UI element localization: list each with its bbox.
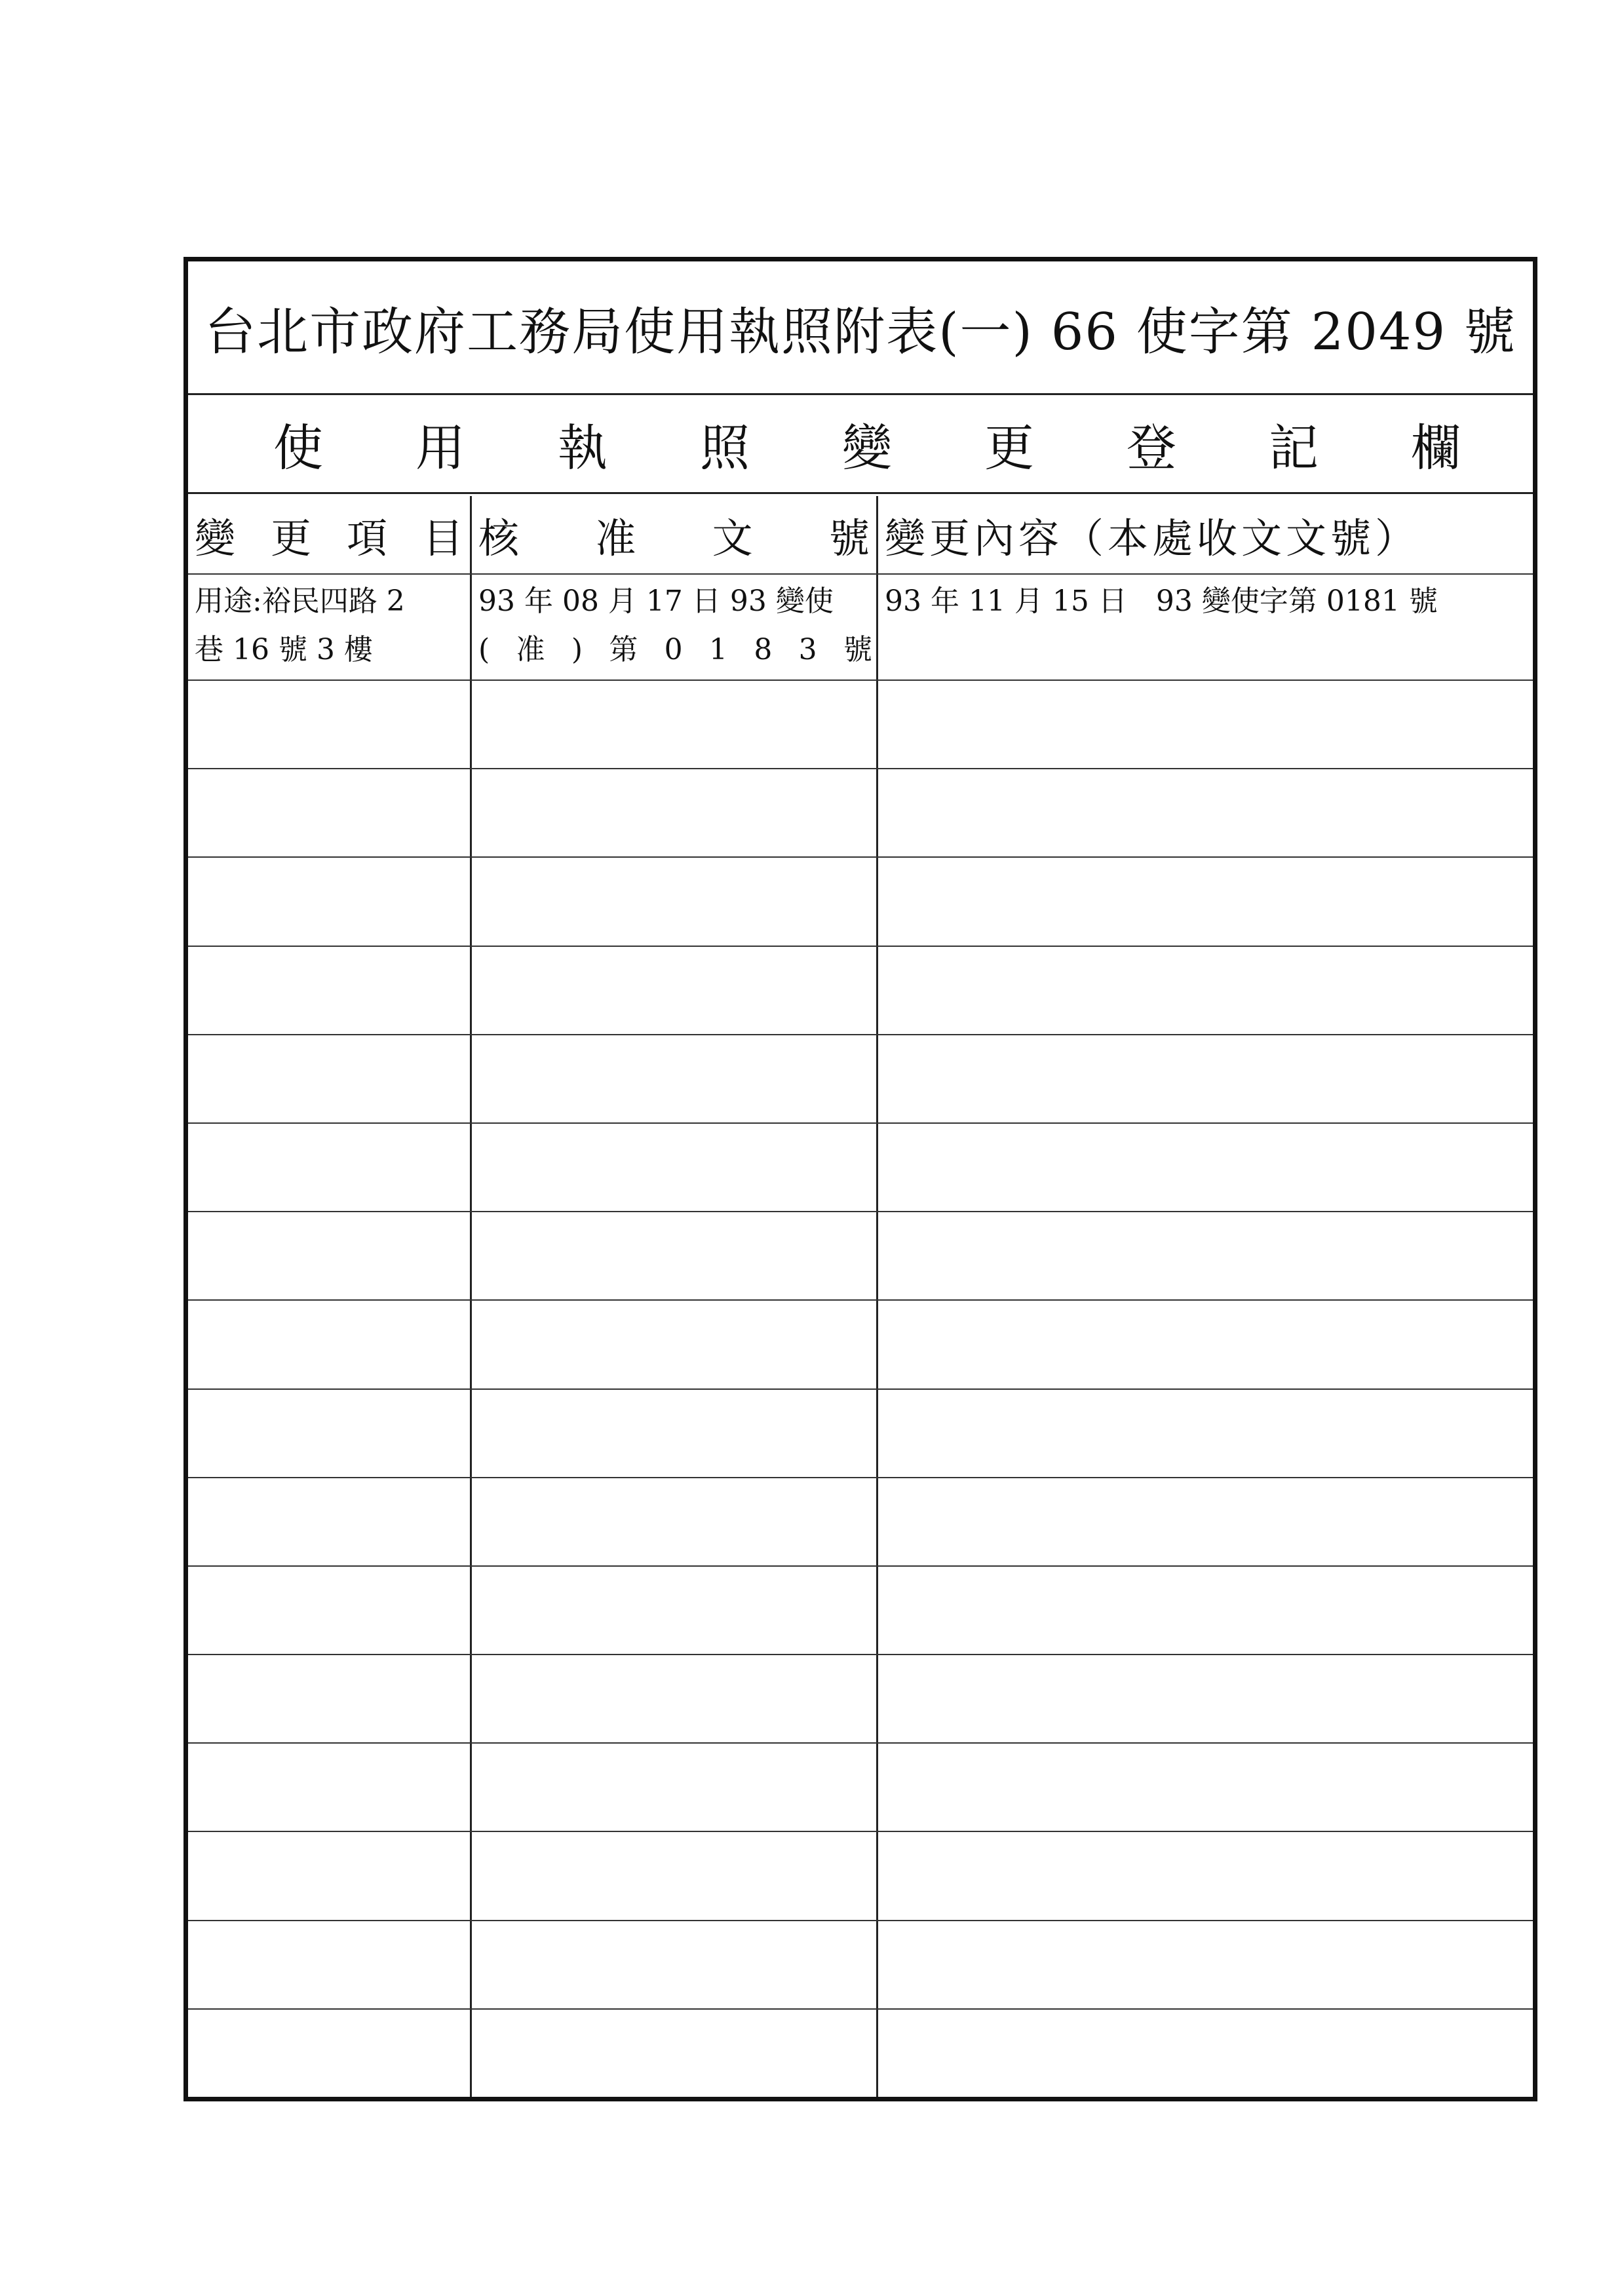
approval-char: 3 bbox=[798, 633, 817, 666]
header-char: 准 bbox=[595, 514, 636, 562]
approval-char: 0 bbox=[664, 633, 683, 666]
subtitle-char: 變 bbox=[842, 418, 892, 477]
header-char: 文 bbox=[712, 514, 753, 562]
entry-item-line: 用途:裕民四路 2 bbox=[195, 584, 405, 618]
column-divider bbox=[876, 496, 878, 2097]
approval-char: 第 bbox=[609, 633, 638, 666]
subtitle-char: 使 bbox=[273, 418, 323, 477]
use-permit-change-form bbox=[183, 257, 1537, 2101]
row-divider bbox=[188, 1920, 1533, 1921]
header-char: 變 bbox=[195, 514, 236, 562]
subtitle-char: 用 bbox=[415, 418, 465, 477]
row-divider bbox=[188, 1122, 1533, 1124]
row-divider bbox=[188, 1742, 1533, 1744]
header-change-item bbox=[188, 496, 470, 573]
header-char: 核 bbox=[478, 514, 520, 562]
approval-char: 1 bbox=[708, 633, 727, 666]
approval-char: 8 bbox=[754, 633, 773, 666]
row-divider bbox=[188, 768, 1533, 769]
header-char: 項 bbox=[346, 514, 387, 562]
entry-approval-number bbox=[472, 575, 876, 679]
form-title-row bbox=[188, 261, 1533, 395]
row-divider bbox=[188, 1211, 1533, 1212]
approval-char: 號 bbox=[843, 633, 872, 666]
entry-content-line: 93 年 11 月 15 日 93 變使字第 0181 號 bbox=[885, 584, 1438, 618]
column-divider bbox=[470, 496, 472, 2097]
subtitle-char: 照 bbox=[700, 418, 750, 477]
approval-char: ) bbox=[571, 633, 583, 666]
row-divider bbox=[188, 1477, 1533, 1478]
header-char: 目 bbox=[422, 514, 463, 562]
form-subtitle-row bbox=[188, 395, 1533, 494]
row-divider bbox=[188, 1831, 1533, 1832]
approval-char: ( bbox=[478, 633, 490, 666]
entry-item-line: 巷 16 號 3 樓 bbox=[195, 633, 373, 666]
row-divider bbox=[188, 946, 1533, 947]
subtitle-char: 執 bbox=[558, 418, 608, 477]
row-divider bbox=[188, 2008, 1533, 2010]
change-records-grid bbox=[188, 496, 1533, 2097]
header-approval-number bbox=[472, 496, 876, 573]
form-title: 台北市政府工務局使用執照附表(一) 66 使字第 2049 號 bbox=[204, 302, 1516, 362]
row-divider bbox=[188, 1034, 1533, 1035]
entry-change-item bbox=[188, 575, 470, 679]
entry-approval-line: 93 年 08 月 17 日 93 變使 bbox=[478, 584, 834, 618]
row-divider bbox=[188, 1388, 1533, 1390]
subtitle-char: 欄 bbox=[1411, 418, 1461, 477]
header-char: 號 bbox=[828, 514, 870, 562]
row-divider bbox=[188, 1299, 1533, 1301]
subtitle-char: 記 bbox=[1269, 418, 1319, 477]
row-divider bbox=[188, 1654, 1533, 1655]
row-divider bbox=[188, 856, 1533, 858]
subtitle-char: 登 bbox=[1127, 418, 1176, 477]
header-content-label: 變更內容（本處收文文號） bbox=[885, 514, 1420, 562]
row-divider bbox=[188, 679, 1533, 681]
header-char: 更 bbox=[270, 514, 311, 562]
row-divider bbox=[188, 1565, 1533, 1567]
entry-change-content bbox=[878, 575, 1533, 679]
header-change-content bbox=[878, 496, 1533, 573]
approval-char: 准 bbox=[516, 633, 545, 666]
subtitle-char: 更 bbox=[984, 418, 1034, 477]
entry-approval-line bbox=[478, 626, 872, 674]
